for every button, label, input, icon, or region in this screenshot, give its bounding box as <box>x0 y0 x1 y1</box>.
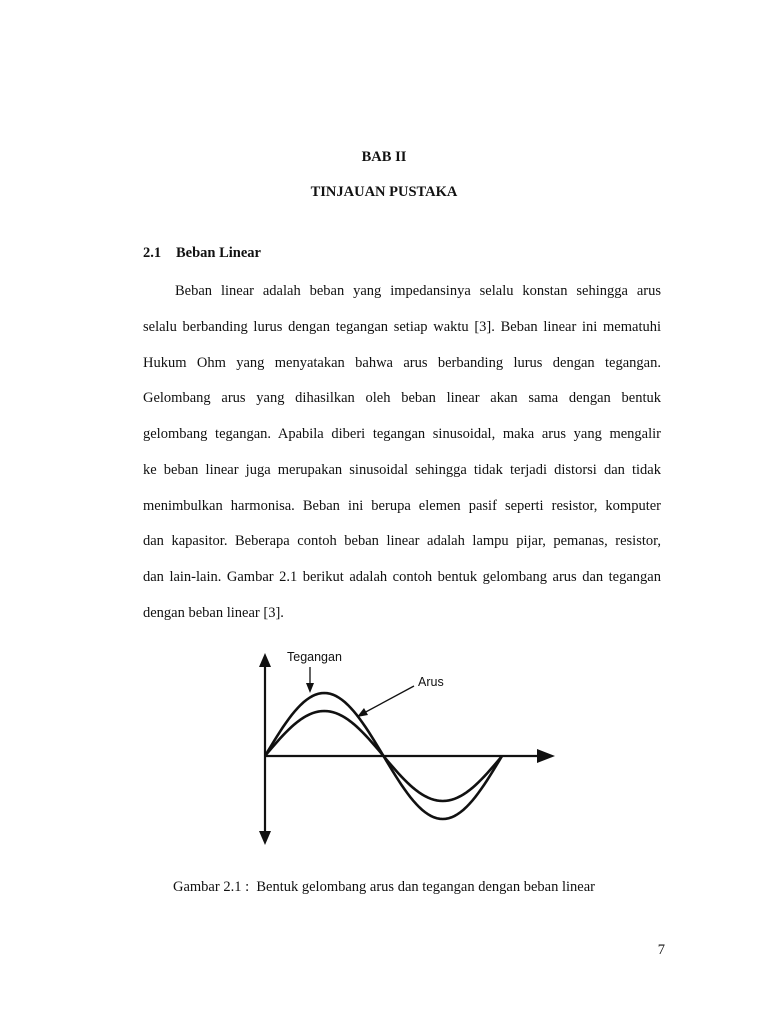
vertical-axis-down-arrow <box>259 831 271 845</box>
chapter-heading: BAB II <box>361 149 407 165</box>
section-number: 2.1 <box>143 245 162 261</box>
paragraph-line: Beban linear adalah beban yang impedansinya selalu konstan sehingga arus <box>175 283 661 299</box>
horizontal-axis-arrow <box>537 749 555 763</box>
waveform-figure <box>240 640 570 850</box>
paragraph-line: Gelombang arus yang dihasilkan oleh beban linear akan sama dengan bentuk <box>143 390 661 406</box>
current-pointer <box>362 686 414 714</box>
paragraph-line: dan kapasitor. Beberapa contoh beban linear adalah lampu pijar, pemanas, resistor, <box>143 533 661 549</box>
chapter-title: TINJAUAN PUSTAKA <box>310 184 458 200</box>
paragraph-line: dengan beban linear [3]. <box>143 605 284 621</box>
section-heading <box>143 245 261 262</box>
section-title: Beban Linear <box>176 245 261 261</box>
waveform-diagram <box>240 640 570 850</box>
paragraph-line: dan lain-lain. Gambar 2.1 berikut adalah contoh bentuk gelombang arus dan tegangan <box>143 569 661 585</box>
figure-caption: Gambar 2.1 : Bentuk gelombang arus dan tegangan dengan beban linear <box>173 879 595 895</box>
voltage-label: Tegangan <box>287 650 342 664</box>
paragraph-line: selalu berbanding lurus dengan tegangan setiap waktu [3]. Beban linear ini mematuhi <box>143 319 661 335</box>
paragraph-line: ke beban linear juga merupakan sinusoidal sehingga tidak terjadi distorsi dan tidak <box>143 462 661 478</box>
paragraph-line: gelombang tegangan. Apabila diberi tegangan sinusoidal, maka arus yang mengalir <box>143 426 661 442</box>
vertical-axis-up-arrow <box>259 653 271 667</box>
voltage-pointer-head <box>306 683 314 693</box>
current-label: Arus <box>418 675 444 689</box>
page-number: 7 <box>657 942 665 958</box>
paragraph-line: menimbulkan harmonisa. Beban ini berupa elemen pasif seperti resistor, komputer <box>143 498 661 514</box>
current-pointer-head <box>357 708 368 717</box>
paragraph-line: Hukum Ohm yang menyatakan bahwa arus berbanding lurus dengan tegangan. <box>143 355 661 371</box>
